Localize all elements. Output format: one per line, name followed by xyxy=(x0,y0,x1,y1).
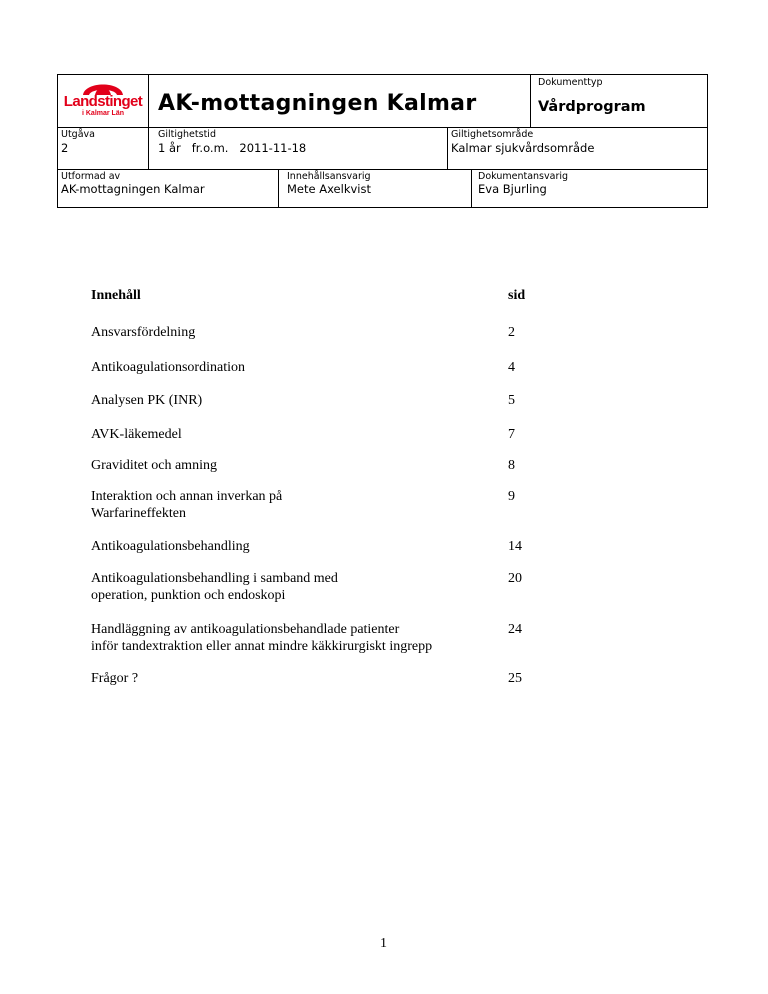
validity-area-value: Kalmar sjukvårdsområde xyxy=(451,141,595,155)
edition-value: 2 xyxy=(61,141,69,155)
document-title: AK-mottagningen Kalmar xyxy=(158,91,477,116)
edition-label: Utgåva xyxy=(61,129,95,140)
validity-period-value: 1 år fr.o.m. 2011-11-18 xyxy=(158,141,307,155)
toc-item-title: Handläggning av antikoagulationsbehandlade patienter inför tandextraktion eller annat mindre käkkirurgiskt ingrepp xyxy=(91,622,433,654)
toc-item-title: Antikoagulationsbehandling i samband med operation, punktion och endoskopi xyxy=(91,571,338,603)
document-responsible-value: Eva Bjurling xyxy=(478,182,547,196)
validity-period-label: Giltighetstid xyxy=(158,129,216,140)
toc-item-page: 9 xyxy=(508,489,515,504)
toc-item-page: 8 xyxy=(508,458,515,473)
toc-item-page: 5 xyxy=(508,393,515,408)
toc-item-page: 25 xyxy=(508,671,522,686)
page-number: 1 xyxy=(380,936,387,951)
validity-area-label: Giltighetsområde xyxy=(451,129,534,140)
toc-item-page: 14 xyxy=(508,539,522,554)
toc-item-title: AVK-läkemedel xyxy=(91,427,182,442)
toc-item-page: 20 xyxy=(508,571,522,586)
toc-item-title: Analysen PK (INR) xyxy=(91,393,203,408)
document-header xyxy=(57,74,708,208)
toc-item-title: Graviditet och amning xyxy=(91,458,217,473)
toc-item-title: Frågor ? xyxy=(91,671,139,686)
document-type-label: Dokumenttyp xyxy=(538,77,603,88)
landstinget-logo xyxy=(61,75,145,125)
logo-text-line2: i Kalmar Län xyxy=(81,110,125,117)
toc-item-title: Ansvarsfördelning xyxy=(91,325,196,340)
toc-item-page: 7 xyxy=(508,427,515,442)
designed-by-label: Utformad av xyxy=(61,171,121,182)
toc-item-page: 24 xyxy=(508,622,522,637)
toc-item-page: 2 xyxy=(508,325,515,340)
toc-item-page: 4 xyxy=(508,360,515,375)
document-type-value: Vårdprogram xyxy=(538,99,646,115)
toc-heading: Innehåll xyxy=(91,288,141,303)
toc-item-title: Antikoagulationsordination xyxy=(91,360,245,375)
toc-item-title: Interaktion och annan inverkan på Warfarineffekten xyxy=(91,489,283,521)
content-responsible-value: Mete Axelkvist xyxy=(287,182,371,196)
designed-by-value: AK-mottagningen Kalmar xyxy=(61,182,205,196)
content-responsible-label: Innehållsansvarig xyxy=(287,171,371,182)
document-responsible-label: Dokumentansvarig xyxy=(478,171,569,182)
toc-item-title: Antikoagulationsbehandling xyxy=(91,539,250,554)
logo-text-line1: Landstinget xyxy=(63,93,143,110)
toc-page-heading: sid xyxy=(508,288,526,303)
